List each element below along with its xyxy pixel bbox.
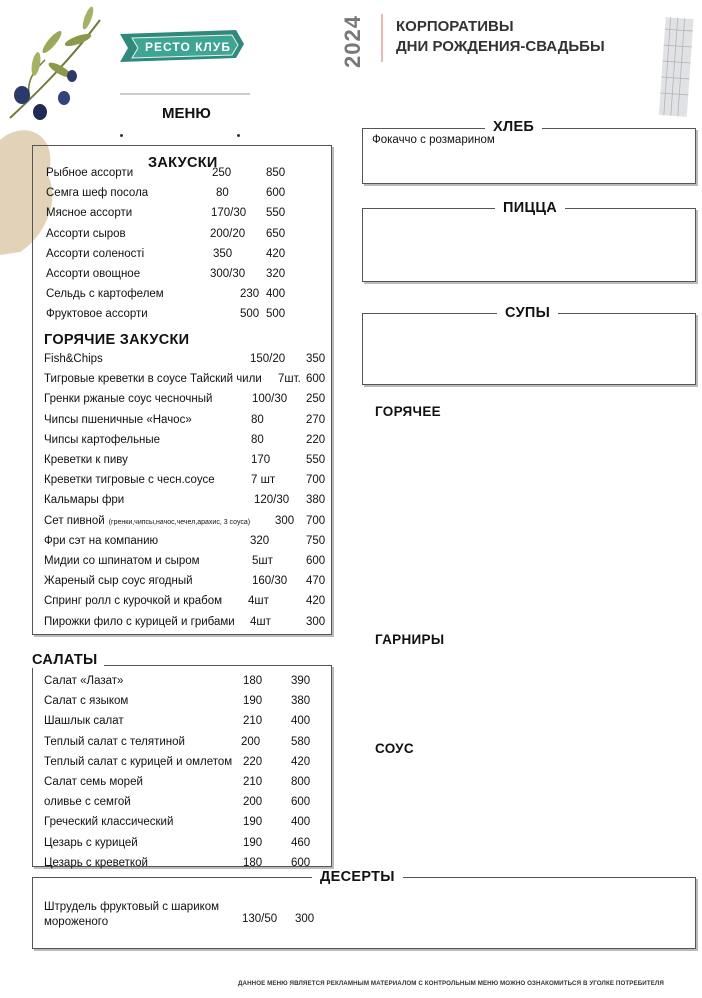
- header-line-1: КОРПОРАТИВЫ: [396, 18, 514, 35]
- menu-item-name: Греческий классический: [44, 816, 174, 829]
- section-title-desserts: ДЕСЕРТЫ: [312, 869, 403, 885]
- menu-item-weight: 7шт.: [278, 373, 301, 386]
- menu-item-weight: 200/20: [210, 227, 246, 240]
- menu-item-weight: 190: [243, 816, 263, 829]
- menu-item-weight: 80: [216, 187, 229, 200]
- menu-item-weight: 150/20: [250, 353, 286, 365]
- menu-item-price: 700: [306, 514, 326, 527]
- menu-item-price: 650: [266, 227, 286, 240]
- menu-item-price: 420: [266, 247, 286, 260]
- menu-item-price: 350: [306, 353, 326, 365]
- menu-item-weight: 4шт: [248, 595, 269, 608]
- menu-item-name: Салат семь морей: [44, 776, 143, 788]
- menu-item-name: Фруктовое ассорти: [46, 308, 148, 321]
- footer-disclaimer: ДАННОЕ МЕНЮ ЯВЛЯЕТСЯ РЕКЛАМНЫМ МАТЕРИАЛОМ С КОНТРОЛЬНЫМ МЕНЮ МОЖНО ОЗНАКОМИТЬСЯ В УГОЛКЕ ПОТРЕБИТЕЛЯ: [238, 980, 664, 987]
- soups-box: [362, 313, 696, 385]
- section-title-bread: ХЛЕБ: [485, 119, 542, 135]
- menu-item-note: (гренки,чипсы,начос,чечел,арахис, 3 соуса): [108, 518, 251, 526]
- menu-item-price: 500: [266, 308, 286, 321]
- menu-item-price: 300: [306, 615, 326, 628]
- menu-item-weight: 200: [243, 796, 263, 809]
- menu-item-weight: 5шт: [252, 555, 273, 567]
- menu-item-weight: 300/30: [210, 268, 246, 280]
- menu-item-name: Фокаччо с розмарином: [372, 134, 495, 146]
- menu-item-price: 700: [306, 474, 326, 487]
- header-line-2: ДНИ РОЖДЕНИЯ-СВАДЬБЫ: [396, 38, 605, 55]
- pizza-box: [362, 208, 696, 282]
- menu-item-weight: 250: [212, 167, 232, 179]
- menu-item-weight: 230: [240, 288, 260, 301]
- menu-item-name: Теплый салат с курицей и омлетом: [44, 755, 233, 768]
- menu-item-price: 850: [266, 167, 286, 179]
- menu-item-name: Шашлык салат: [44, 715, 124, 728]
- menu-item-weight: 160/30: [252, 575, 288, 588]
- menu-item-name: Салат с языком: [44, 695, 129, 708]
- section-title-sauce: СОУС: [375, 741, 414, 756]
- menu-item-name: Гренки ржаные соус чесночный: [44, 393, 213, 406]
- menu-item-weight: 180: [243, 675, 263, 687]
- menu-item-weight: 500: [240, 308, 260, 321]
- menu-item-price: 600: [306, 555, 326, 567]
- menu-item-name: Сет пивной (гренки,чипсы,начос,чечел,арахис, 3 соуса): [44, 514, 251, 527]
- menu-item-name: Мясное ассорти: [46, 207, 133, 220]
- menu-item-price: 460: [291, 836, 311, 849]
- menu-item-weight: 200: [241, 735, 261, 748]
- menu-item-name: Креветки тигровые с чесн.соусе: [44, 474, 215, 487]
- menu-item-price: 600: [291, 856, 311, 869]
- section-title-pizza: ПИЦЦА: [495, 200, 565, 216]
- menu-item-price: 600: [306, 373, 326, 386]
- menu-item-price: 380: [306, 494, 326, 507]
- menu-item-name: Фри сэт на компанию: [44, 534, 159, 547]
- olive-branch-illustration: [10, 6, 100, 120]
- menu-item-name: Чипсы пшеничные «Начос»: [44, 413, 192, 426]
- menu-item-price: 600: [266, 187, 286, 200]
- menu-item-weight: 300: [275, 514, 295, 527]
- menu-item-weight: 190: [243, 836, 263, 849]
- menu-item-weight: 190: [243, 695, 263, 708]
- menu-item-price: 250: [306, 393, 326, 406]
- menu-item-name: Теплый салат с телятиной: [44, 735, 185, 748]
- menu-item-price: 750: [306, 534, 326, 547]
- menu-item-name: Жареный сыр соус ягодный: [44, 575, 193, 588]
- menu-item-name: Спринг ролл с курочкой и крабом: [44, 595, 223, 608]
- menu-item-price: 270: [306, 413, 326, 426]
- menu-item-name: Семга шеф посола: [46, 187, 149, 200]
- menu-item-weight: 210: [243, 776, 263, 788]
- menu-item-weight: 210: [243, 715, 263, 728]
- menu-item-name: Сельдь с картофелем: [46, 288, 164, 301]
- menu-item-weight: 7 шт: [251, 474, 276, 487]
- menu-item-weight: 80: [251, 433, 264, 446]
- menu-item-weight: 170/30: [211, 207, 247, 220]
- menu-item-name: Ассорти сыров: [46, 227, 126, 240]
- dessert-left-weight: 130/50: [242, 913, 278, 925]
- menu-item-price: 420: [291, 755, 311, 768]
- section-title-soups: СУПЫ: [497, 305, 558, 321]
- menu-item-weight: 80: [251, 413, 264, 426]
- bullet-dot: [120, 134, 123, 137]
- menu-item-price: 470: [306, 575, 326, 588]
- menu-item-weight: 320: [250, 534, 270, 547]
- menu-title: МЕНЮ: [162, 105, 211, 122]
- menu-item-weight: 4шт: [250, 615, 271, 628]
- menu-item-name: Пирожки фило с курицей и грибами: [44, 615, 235, 628]
- menu-item-weight: 180: [243, 856, 263, 869]
- menu-item-price: 580: [291, 735, 311, 748]
- menu-item-name: Тигровые креветки в соусе Тайский чили: [44, 373, 262, 386]
- dessert-left-price: 300: [295, 913, 315, 925]
- leaning-tower-illustration: [659, 17, 694, 117]
- menu-item-name: Мидии со шпинатом и сыром: [44, 555, 200, 567]
- section-title-garnish: ГАРНИРЫ: [375, 632, 445, 647]
- menu-item-name: Ассорти овощное: [46, 268, 141, 280]
- menu-item-weight: 100/30: [252, 393, 288, 406]
- menu-item-price: 220: [306, 433, 326, 446]
- bullet-dot: [237, 134, 240, 137]
- logo-text: РЕСТО КЛУБ: [145, 40, 231, 54]
- menu-item-price: 320: [266, 268, 286, 280]
- menu-item-price: 400: [291, 715, 311, 728]
- menu-item-name: Креветки к пиву: [44, 454, 128, 466]
- menu-item-weight: 120/30: [254, 494, 290, 507]
- menu-item-price: 380: [291, 695, 311, 708]
- section-title-zakuski: ЗАКУСКИ: [148, 155, 218, 171]
- section-title-salads: САЛАТЫ: [32, 652, 104, 668]
- menu-item-name: Цезарь с курицей: [44, 836, 138, 849]
- section-title-hot: ГОРЯЧЕЕ: [375, 404, 441, 419]
- menu-item-name: Салат «Лазат»: [44, 675, 124, 687]
- menu-item-name: Кальмары фри: [44, 494, 125, 507]
- menu-item-name: Чипсы картофельные: [44, 433, 161, 446]
- menu-item-price: 390: [291, 675, 311, 687]
- menu-item-weight: 170: [251, 454, 271, 466]
- menu-item-name: Ассорти соленостi: [46, 247, 145, 260]
- menu-item-price: 550: [266, 207, 286, 220]
- menu-item-price: 550: [306, 454, 326, 466]
- menu-item-weight: 220: [243, 755, 263, 768]
- section-title-hot-snacks: ГОРЯЧИЕ ЗАКУСКИ: [44, 332, 190, 348]
- menu-item-price: 800: [291, 776, 311, 788]
- menu-item-name: оливье с семгой: [44, 796, 131, 809]
- dessert-left-name: Штрудель фруктовый с шариком мороженого: [44, 901, 220, 928]
- menu-item-name: Fish&Chips: [44, 353, 103, 365]
- menu-item-price: 600: [291, 796, 311, 809]
- year-label: 2024: [340, 15, 365, 68]
- menu-item-price: 420: [306, 595, 326, 608]
- menu-item-price: 400: [291, 816, 311, 829]
- menu-item-price: 400: [266, 288, 286, 301]
- menu-item-weight: 350: [213, 247, 233, 260]
- menu-item-name: Рыбное ассорти: [46, 167, 134, 179]
- menu-item-name: Цезарь с креветкой: [44, 856, 148, 869]
